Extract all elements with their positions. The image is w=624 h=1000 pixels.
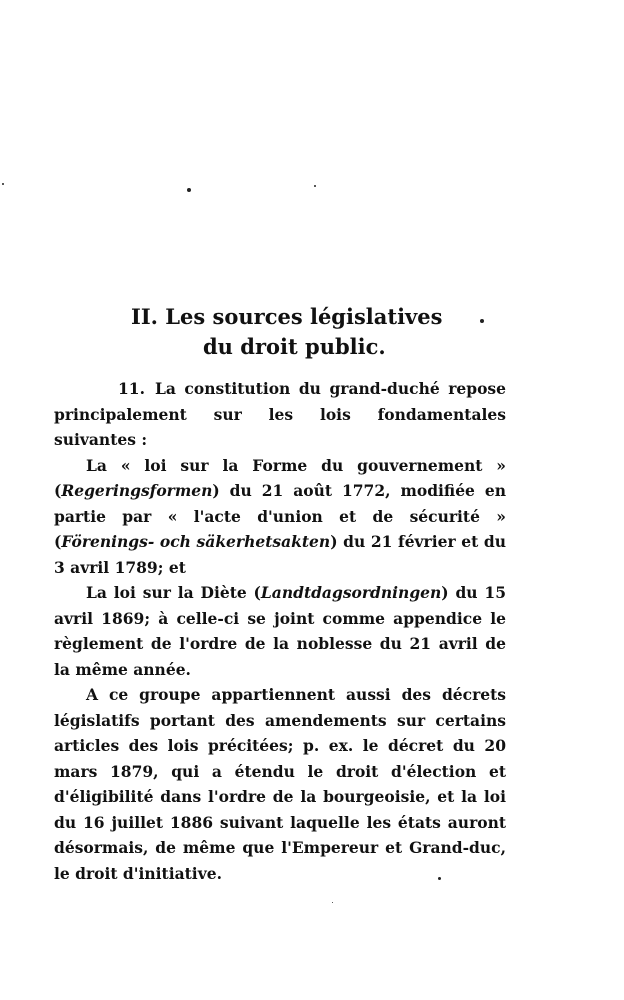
paragraph-11 [54, 376, 506, 453]
italic-title: Landtdagsordningen [260, 583, 442, 602]
paragraph-text: ) du 21 février et du 3 avril 1789; et [54, 532, 506, 577]
italic-title: Regeringsformen [61, 481, 213, 500]
paragraph-text: ) du 15 avril 1869; à celle-ci se joint comme appendice le règlement de l'ordre de la noblesse du 21 avril de la même année. [54, 583, 506, 679]
body-text [54, 376, 506, 886]
paragraph-regeringsformen [54, 453, 506, 581]
section-heading-line-2: du droit public. [203, 334, 386, 359]
paragraph-text: A ce groupe appartiennent aussi des décrets législatifs portant des amendements sur certains articles des lois précitées; p. ex. le décret du 20 mars 1879, qui a étendu le droit d'élection et d'éligibilité dans l'ordre de la bourgeoisie, et la loi du 16 juillet 1886 suivant laquelle les états auront désormais, de même que l'Empereur et Grand-duc, le droit d'initiative. [54, 685, 506, 883]
paragraph-decrets [54, 682, 506, 886]
paragraph-text: ) du 21 août 1772, modifiée en partie par « l'acte d'union et de sécurité » ( [54, 481, 506, 551]
italic-title: Förenings- och säkerhetsakten [61, 532, 331, 551]
paragraph-text: La constitution du grand-duché repose principalement sur les lois fondamentales suivantes : [54, 379, 506, 449]
paragraph-number: 11. [118, 379, 145, 398]
section-heading-line-1: II. Les sources législatives [131, 304, 443, 329]
scan-speck [480, 319, 484, 323]
paragraph-text: La « loi sur la Forme du gouvernement » ( [54, 455, 506, 500]
scan-speck [187, 188, 191, 192]
scan-speck [332, 902, 333, 903]
scan-speck [314, 185, 316, 187]
paragraph-landtdagsordningen [54, 580, 506, 682]
scan-speck [2, 183, 4, 185]
paragraph-text: La loi sur la Diète ( [86, 583, 261, 602]
